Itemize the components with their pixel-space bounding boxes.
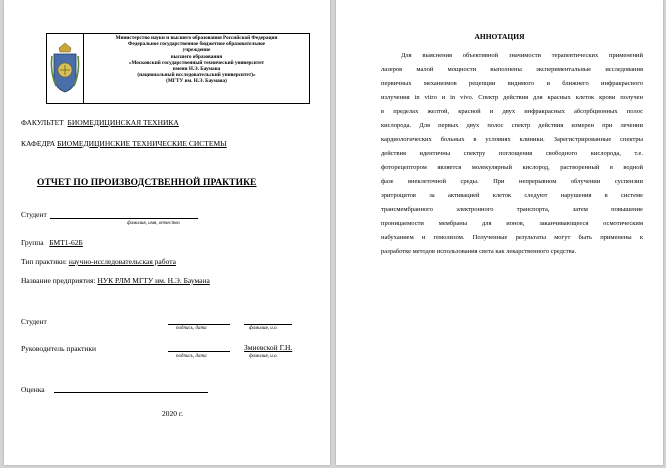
faculty-label: ФАКУЛЬТЕТ — [21, 118, 64, 127]
header-line: учреждение — [182, 47, 211, 54]
supervisor-label: Руководитель практики — [21, 344, 97, 353]
student-caption: фамилия, имя, отчество — [127, 221, 180, 226]
annotation-line: первичных механизмов рецепции видимого и ближнего инфракрасного — [381, 80, 643, 87]
department-row — [21, 139, 227, 148]
enterprise-row — [21, 276, 210, 285]
supervisor-signature-caption: подпись, дата — [176, 354, 207, 359]
annotation-line: лазеров малой мощности выполнены экспериментальные исследования — [381, 66, 643, 73]
title-page — [4, 0, 330, 465]
year: 2020 г. — [162, 409, 183, 418]
annotation-line: излучения in vitro и in vivo. Спектр действия для красных клеток крови получен — [381, 94, 643, 101]
grade-label: Оценка — [21, 385, 45, 394]
annotation-line: кардиологических больных в условиях клиники. Зарегистрированные спектры — [381, 136, 643, 143]
header-text — [85, 35, 308, 85]
university-header — [46, 33, 310, 104]
header-line: (национальный исследовательский университет)» — [137, 72, 256, 79]
annotation-line: действия идентичны спектру поглощения свободного кислорода, т.е. — [381, 150, 643, 157]
faculty-value: БИОМЕДИЦИНСКАЯ ТЕХНИКА — [67, 118, 179, 127]
enterprise-value: НУК РЛМ МГТУ им. Н.Э. Баумана — [97, 276, 210, 285]
student-signature-line — [168, 324, 230, 325]
student-name-sign-line — [244, 324, 292, 325]
header-line: Министерство науки и высшего образования Российской Федерации — [115, 35, 278, 41]
annotation-line: в пределах желтой, красной и двух инфракрасных абсорбционных полос — [381, 108, 643, 115]
annotation-title: АННОТАЦИЯ — [474, 32, 525, 41]
department-value: БИОМЕДИЦИНСКИЕ ТЕХНИЧЕСКИЕ СИСТЕМЫ — [57, 139, 227, 148]
supervisor-name: Змиевской Г.Н. — [244, 343, 293, 352]
group-value: БМТ1-62Б — [49, 238, 83, 247]
annotation-line: Для выяснения объективной значимости терапевтических применений — [401, 52, 643, 59]
annotation-line: эритроцитов за активацией клеток следуют нарушения в системе — [381, 192, 643, 199]
sign-student-label: Студент — [21, 317, 47, 326]
group-row — [21, 238, 83, 247]
report-title: ОТЧЕТ ПО ПРОИЗВОДСТВЕННОЙ ПРАКТИКЕ — [37, 178, 257, 188]
annotation-line: набуханием и гемолизом. Полученные результаты могут быть применены к — [381, 234, 643, 241]
faculty-row — [21, 118, 179, 127]
annotation-line: разработке методов использования света как лекарственного средства. — [381, 248, 577, 255]
header-line: (МГТУ им. Н.Э. Баумана) — [166, 78, 227, 85]
university-emblem-icon — [48, 36, 82, 100]
student-name-line — [50, 218, 198, 219]
annotation-line: фоторецептором является молекулярный кислород, растворенный в водной — [381, 164, 643, 171]
practice-type-row — [21, 257, 176, 266]
enterprise-label: Название предприятия: — [21, 276, 96, 285]
header-line: Федеральное государственное бюджетное образовательное — [128, 41, 265, 48]
header-line: высшего образования — [170, 53, 223, 60]
annotation-line: фазе внеклеточной среды. При непрерывном облучении суспензии — [381, 178, 643, 185]
annotation-line: кислорода. Для первых двух полос спектр действия измерен при лечении — [381, 122, 643, 129]
annotation-page — [336, 0, 663, 465]
supervisor-name-caption: фамилия, и.о. — [249, 354, 278, 359]
annotation-line: трансмембранного электронного транспорта, затем повышение — [381, 206, 643, 213]
header-line: «Московский государственный технический университет — [128, 59, 265, 66]
practice-type-label: Тип практики: — [21, 257, 67, 266]
header-line: имени Н.Э. Баумана — [172, 66, 221, 73]
department-label: КАФЕДРА — [21, 139, 56, 148]
annotation-line: проницаемости мембраны для ионов, заканчивающееся осмотическим — [381, 220, 643, 227]
supervisor-signature-line — [168, 351, 230, 352]
student-signature-caption: подпись, дата — [176, 326, 207, 331]
practice-type-value: научно-исследовательская работа — [68, 257, 176, 266]
grade-line — [54, 392, 208, 393]
student-name-caption: фамилия, и.о. — [249, 326, 278, 331]
group-label: Группа — [21, 238, 44, 247]
student-label: Студент — [21, 210, 47, 219]
